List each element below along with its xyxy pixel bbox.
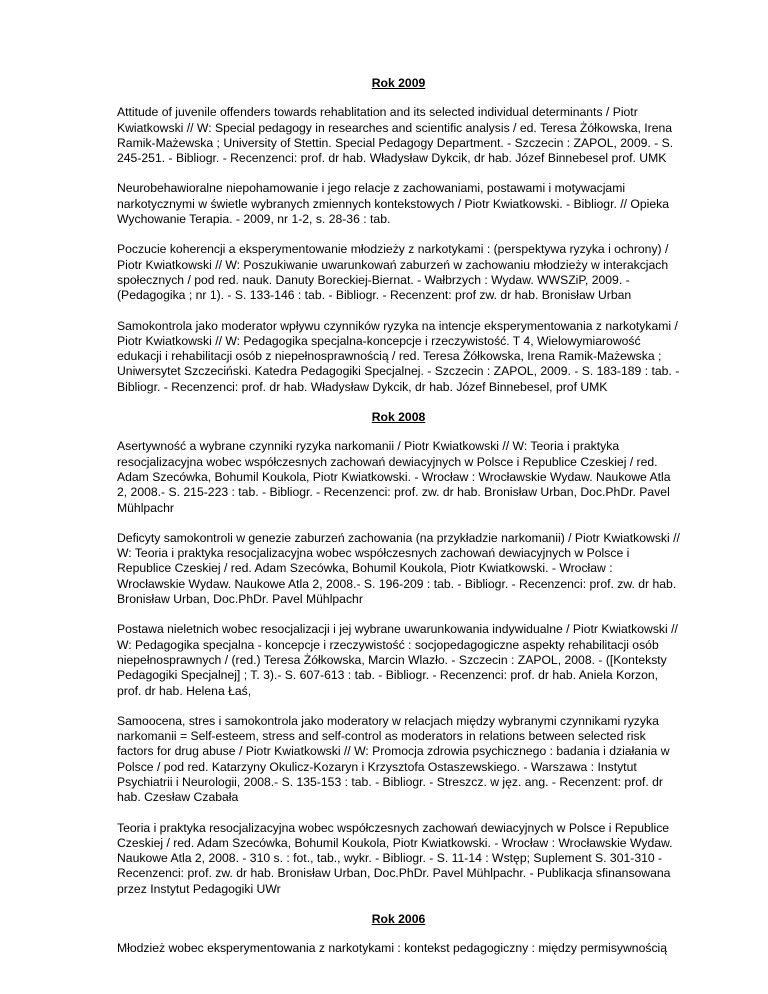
bibliography-entry: Neurobehawioralne niepohamowanie i jego relacje z zachowaniami, postawami i motywacjami narkotycznymi w świetle wybranych zmiennych kontekstowych / Piotr Kwiatkowski. - Bibliogr. // Opieka Wychowanie Terapia. - 2009, nr 1-2, s. 28-36 : tab. — [117, 181, 670, 227]
year-heading: Rok 2006 — [371, 912, 426, 927]
bibliography-entry: Deficyty samokontroli w genezie zaburzeń zachowania (na przykładzie narkomanii) / Piotr Kwiatkowski // W: Teoria i praktyka resocjalizacyjna wobec współczesnych zachowań dewiacyjnych w Polsce i Republice Czeskiej / red. Adam Szecówka, Bohumil Koukola, Piotr Kwiatkowski. - Wrocław : Wrocławskie Wydaw. Naukowe Atla 2, 2008.- S. 196-209 : tab. - Bibliogr. - Recenzenci: prof. zw. dr hab. Bronisław Urban, Doc.PhDr. Pavel Mühlpachr — [117, 530, 680, 607]
year-section-2008 — [117, 410, 680, 897]
document-page — [117, 76, 680, 972]
year-heading: Rok 2008 — [371, 410, 426, 425]
year-heading: Rok 2009 — [371, 76, 426, 90]
year-section-2009 — [117, 76, 680, 395]
bibliography-entry: Młodzież wobec eksperymentowania z narkotykami : kontekst pedagogiczny : między permisywnością — [117, 941, 668, 956]
bibliography-entry: Asertywność a wybrane czynniki ryzyka narkomanii / Piotr Kwiatkowski // W: Teoria i praktyka resocjalizacyjna wobec współczesnych zachowań dewiacyjnych w Polsce i Republice Czeskiej / red. Adam Szecówka, Bohumil Koukola, Piotr Kwiatkowski. - Wrocław : Wrocławskie Wydaw. Naukowe Atla 2, 2008.- S. 215-223 : tab. - Bibliogr. - Recenzenci: prof. zw. dr hab. Bronisław Urban, Doc.PhDr. Pavel Mühlpachr — [117, 439, 671, 515]
bibliography-entry: Teoria i praktyka resocjalizacyjna wobec współczesnych zachowań dewiacyjnych w Polsce i Republice Czeskiej / red. Adam Szecówka, Bohumil Koukola, Piotr Kwiatkowski. - Wrocław : Wrocławskie Wydaw. Naukowe Atla 2, 2008. - 310 s. : fot., tab., wykr. - Bibliogr. - S. 11-14 : Wstęp; Suplement S. 301-310 - Recenzenci: prof. zw. dr hab. Bronisław Urban, Doc.PhDr. Pavel Mühlpachr. - Publikacja sfinansowana przez Instytut Pedagogiki UWr — [117, 820, 673, 896]
year-section-2006 — [117, 912, 680, 957]
bibliography-entry: Postawa nieletnich wobec resocjalizacji i jej wybrane uwarunkowania indywidualne / Piotr Kwiatkowski // W: Pedagogika specjalna - koncepcje i rzeczywistość : socjopedagogiczne aspekty rehabilitacji osób niepełnosprawnych / (red.) Teresa Żółkowska, Marcin Wlazło. - Szczecin : ZAPOL, 2008. - ([Konteksty Pedagogiki Specjalnej] ; T. 3).- S. 607-613 : tab. - Bibliogr. - Recenzenci: prof. dr hab. Aniela Korzon, prof. dr hab. Helena Łaś, — [117, 622, 678, 698]
bibliography-entry: Poczucie koherencji a eksperymentowanie młodzieży z narkotykami : (perspektywa ryzyka i ochrony) / Piotr Kwiatkowski // W: Poszukiwanie uwarunkowań zaburzeń w zachowaniu młodzieży w interakcjach społecznych / pod red. nauk. Danuty Boreckiej-Biernat. - Wałbrzych : Wydaw. WWSZiP, 2009. - (Pedagogika ; nr 1). - S. 133-146 : tab. - Bibliogr. - Recenzent: prof zw. dr hab. Bronisław Urban — [117, 242, 669, 303]
bibliography-entry: Attitude of juvenile offenders towards rehablitation and its selected individual determinants / Piotr Kwiatkowski // W: Special pedagogy in researches and scientific analysis / ed. Teresa Żółkowska, Irena Ramik-Mażewska ; University of Stettin. Special Pedagogy Department. - Szczecin : ZAPOL, 2009. - S. 245-251. - Bibliogr. - Recenzenci: prof. dr hab. Władysław Dykcik, dr hab. Józef Binnebesel prof. UMK — [117, 105, 674, 166]
bibliography-entry: Samoocena, stres i samokontrola jako moderatory w relacjach między wybranymi czynnikami ryzyka narkomanii = Self-esteem, stress and self-control as moderators in relations between selected risk factors for drug abuse / Piotr Kwiatkowski // W: Promocja zdrowia psychicznego : badania i działania w Polsce / pod red. Katarzyny Okulicz-Kozaryn i Krzysztofa Ostaszewskiego. - Warszawa : Instytut Psychiatrii i Neurologii, 2008.- S. 135-153 : tab. - Bibliogr. - Streszcz. w jęz. ang. - Recenzent: prof. dr hab. Czesław Czabała — [117, 713, 670, 805]
bibliography-entry: Samokontrola jako moderator wpływu czynników ryzyka na intencje eksperymentowania z narkotykami / Piotr Kwiatkowski // W: Pedagogika specjalna-koncepcje i rzeczywistość. T 4, Wielowymiarowość edukacji i rehabilitacji osób z niepełnosprawnością / red. Teresa Żółkowska, Irena Ramik-Mażewska ; Uniwersytet Szczeciński. Katedra Pedagogiki Specjalnej. - Szczecin : ZAPOL, 2009. - S. 183-189 : tab. - Bibliogr. - Recenzenci: prof. dr hab. Władysław Dykcik, dr hab. Józef Binnebesel, prof UMK — [117, 318, 680, 394]
